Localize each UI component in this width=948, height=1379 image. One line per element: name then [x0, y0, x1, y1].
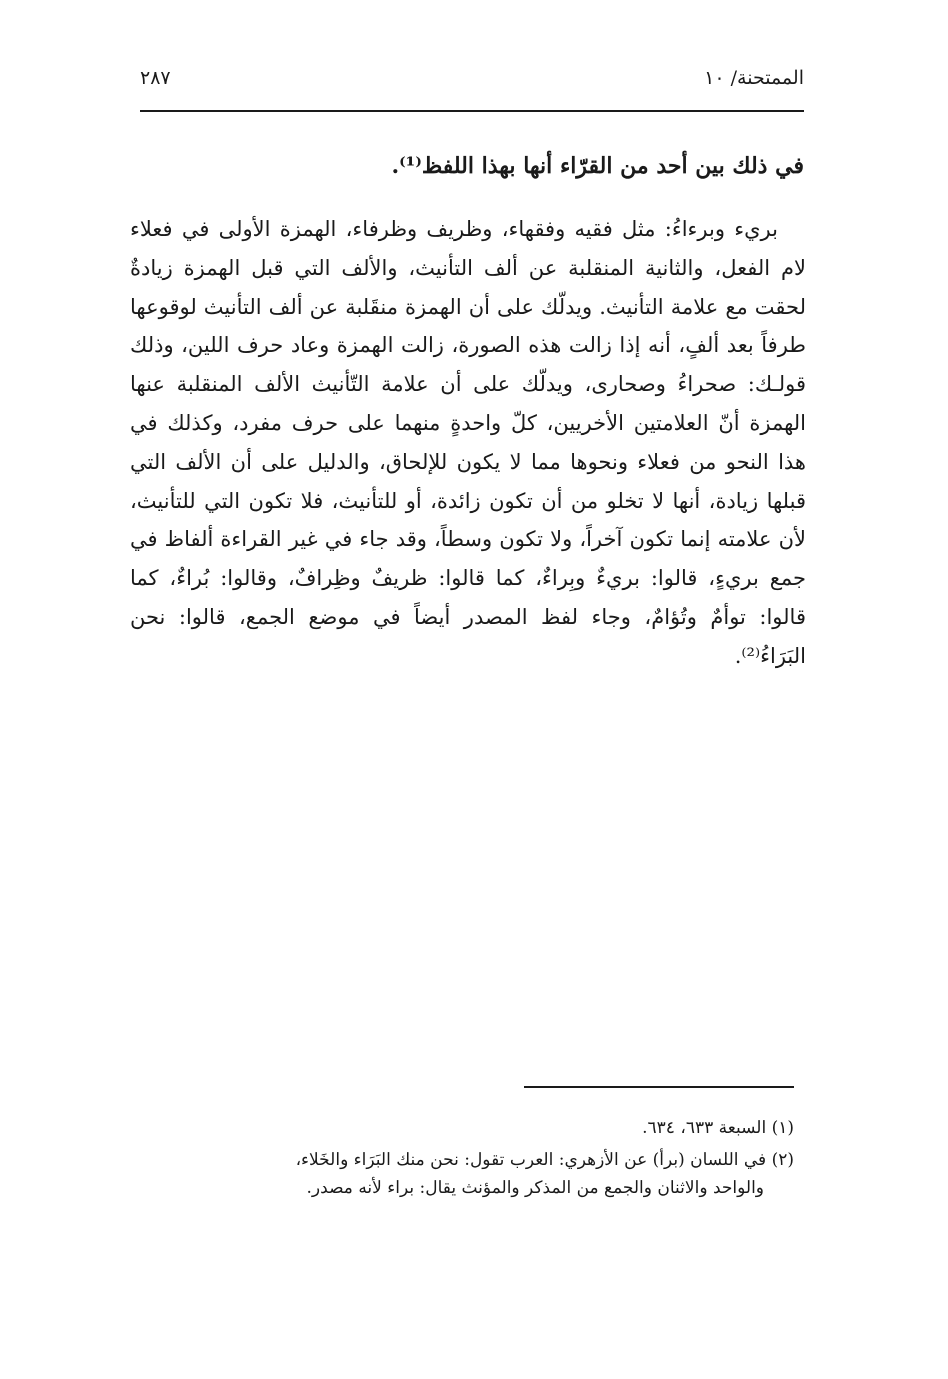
footnote-2-line-2: والواحد والاثنان والجمع من المذكر والمؤنث يقال: براء لأنه مصدر. [306, 1178, 764, 1198]
header-surah-title: الممتحنة/ ١٠ [704, 67, 804, 89]
header-divider [140, 110, 804, 112]
footnote-2 [130, 1146, 794, 1202]
footnotes [130, 1114, 794, 1206]
running-header [140, 62, 804, 98]
footnote-2-line-1: (٢) في اللسان (برأ) عن الأزهري: العرب تقول: نحن منك البَرَاء والخَلاء، [295, 1150, 794, 1170]
body-paragraph: بريء وبرءاءُ: مثل فقيه وفقهاء، وظريف وظرفاء، الهمزة الأولى في فعلاء لام الفعل، والثانية المنقلبة عن ألف التأنيث، والألف التي قبل الهمزة زيادةٌ لحقت مع علامة التأنيث. ويدلّك على أن الهمزة منقَلبة عن ألف التأنيث لوقوعها طرفاً بعد ألفٍ، أنه إذا زالت هذه الصورة، زالت الهمزة وعاد حرف اللين، وذلك قولـك: صحراءُ وصحارى، ويدلّك على أن علامة التّأنيث الألف المنقلبة عنها الهمزة أنّ العلامتين الأخريين، كلّ واحدةٍ منهما على حرف مفرد، وكذلك في هذا النحو من فعلاء ونحوها مما لا يكون للإلحاق، والدليل على أن الألف التي قبلها زيادة، أنها لا تخلو من أن تكون زائدة، أو للتأنيث، فلا تكون التي للتأنيث، لأن علامته إنما تكون آخراً، ولا تكون وسطاً، وقد جاء في غير القراءة ألفاظ في جمع بريءٍ، قالوا: بريءٌ وبِراءٌ، كما قالوا: ظريفٌ وظِرافٌ، وقالوا: بُراءٌ، كما قالوا: توأمٌ وتُؤامٌ، وجاء لفظ المصدر أيضاً في موضع الجمع، قالوا: نحن البَرَاءُ⁽²⁾. [130, 217, 807, 668]
page-number: ٢٨٧ [140, 67, 171, 89]
footnote-1: (١) السبعة ٦٣٣، ٦٣٤. [642, 1118, 794, 1138]
footnote-divider [524, 1086, 794, 1088]
lead-sentence: في ذلك بين أحد من القرّاء أنها بهذا اللفظ⁽¹⁾. [391, 153, 804, 179]
main-text [130, 210, 806, 676]
